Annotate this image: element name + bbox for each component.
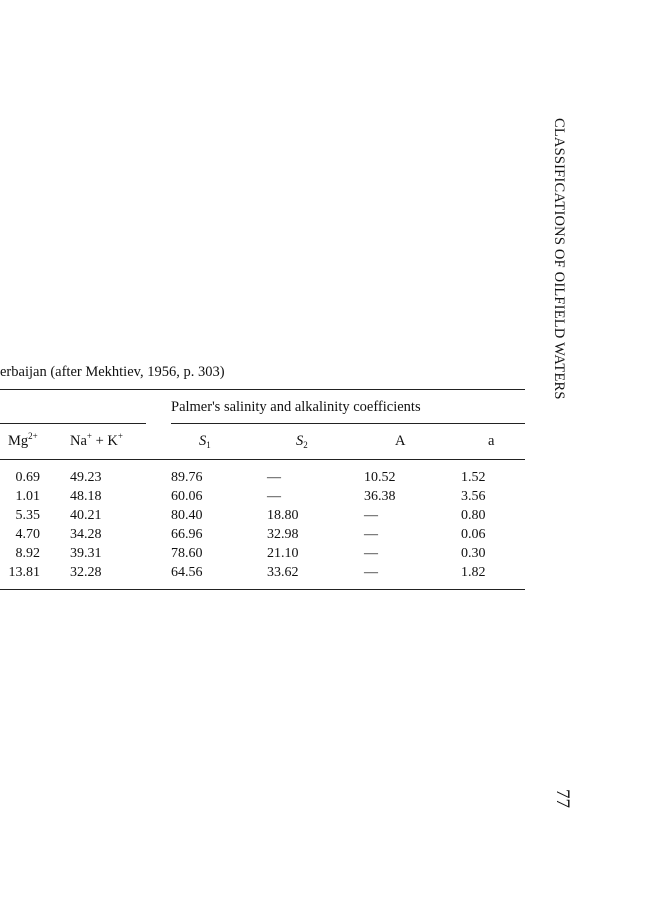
group-header-palmer: Palmer's salinity and alkalinity coefficients — [171, 399, 421, 415]
table-cell-a: 0.80 — [461, 508, 486, 523]
column-header-na-charge: + — [86, 431, 92, 441]
table-cell-s1: 60.06 — [171, 489, 203, 504]
table-cell-s2: 32.98 — [267, 527, 299, 542]
column-header-s1-sub: 1 — [206, 440, 211, 450]
table-cell-A: — — [364, 527, 378, 542]
table-cell-A: — — [364, 546, 378, 561]
table-cell-nak: 49.23 — [70, 470, 102, 485]
table-cell-a: 1.82 — [461, 565, 486, 580]
table-cell-A: — — [364, 508, 378, 523]
table-cell-mg: 5.35 — [15, 508, 40, 523]
column-header-mg-charge: 2+ — [28, 431, 38, 441]
column-header-mg-label: Mg — [8, 433, 29, 449]
column-header-s2 — [296, 433, 308, 450]
table-cell-A: 36.38 — [364, 489, 396, 504]
table-cell-s1: 89.76 — [171, 470, 203, 485]
page-number: 77 — [552, 789, 573, 808]
table-cell-s2: — — [267, 470, 281, 485]
column-header-k-charge: + — [117, 431, 123, 441]
column-header-s2-label: S — [296, 433, 304, 449]
table-cell-s1: 64.56 — [171, 565, 203, 580]
table-cell-a: 0.06 — [461, 527, 486, 542]
table-cell-s2: 33.62 — [267, 565, 299, 580]
table-cell-a: 1.52 — [461, 470, 486, 485]
table-cell-s1: 80.40 — [171, 508, 203, 523]
header-bottom-rule — [0, 459, 525, 460]
table-cell-a: 3.56 — [461, 489, 486, 504]
running-head: CLASSIFICATIONS OF OILFIELD WATERS — [551, 118, 567, 400]
table-cell-nak: 40.21 — [70, 508, 102, 523]
column-header-s1-label: S — [199, 433, 207, 449]
table-cell-nak: 39.31 — [70, 546, 102, 561]
table-cell-mg: 13.81 — [8, 565, 40, 580]
column-header-a: a — [488, 433, 495, 449]
column-header-s2-sub: 2 — [303, 440, 308, 450]
table-cell-mg: 4.70 — [15, 527, 40, 542]
table-cell-A: 10.52 — [364, 470, 396, 485]
table-cell-mg: 0.69 — [15, 470, 40, 485]
table-cell-a: 0.30 — [461, 546, 486, 561]
palmer-group-rule — [171, 423, 525, 424]
column-header-na-k — [70, 433, 123, 450]
bottom-rule — [0, 589, 525, 590]
table-cell-mg: 8.92 — [15, 546, 40, 561]
table-cell-s1: 66.96 — [171, 527, 203, 542]
table-cell-nak: 48.18 — [70, 489, 102, 504]
table-cell-nak: 34.28 — [70, 527, 102, 542]
table-cell-s2: 18.80 — [267, 508, 299, 523]
column-header-A: A — [395, 433, 406, 449]
table-cell-nak: 32.28 — [70, 565, 102, 580]
table-cell-mg: 1.01 — [15, 489, 40, 504]
column-header-na-label: Na — [70, 433, 87, 449]
cations-group-rule — [0, 423, 146, 424]
table-cell-s2: — — [267, 489, 281, 504]
table-cell-s2: 21.10 — [267, 546, 299, 561]
column-header-k-label: + K — [92, 433, 118, 449]
table-caption: erbaijan (after Mekhtiev, 1956, p. 303) — [0, 364, 225, 380]
column-header-mg — [8, 433, 38, 450]
column-header-s1 — [199, 433, 211, 450]
top-rule — [0, 389, 525, 390]
table-cell-A: — — [364, 565, 378, 580]
table-cell-s1: 78.60 — [171, 546, 203, 561]
